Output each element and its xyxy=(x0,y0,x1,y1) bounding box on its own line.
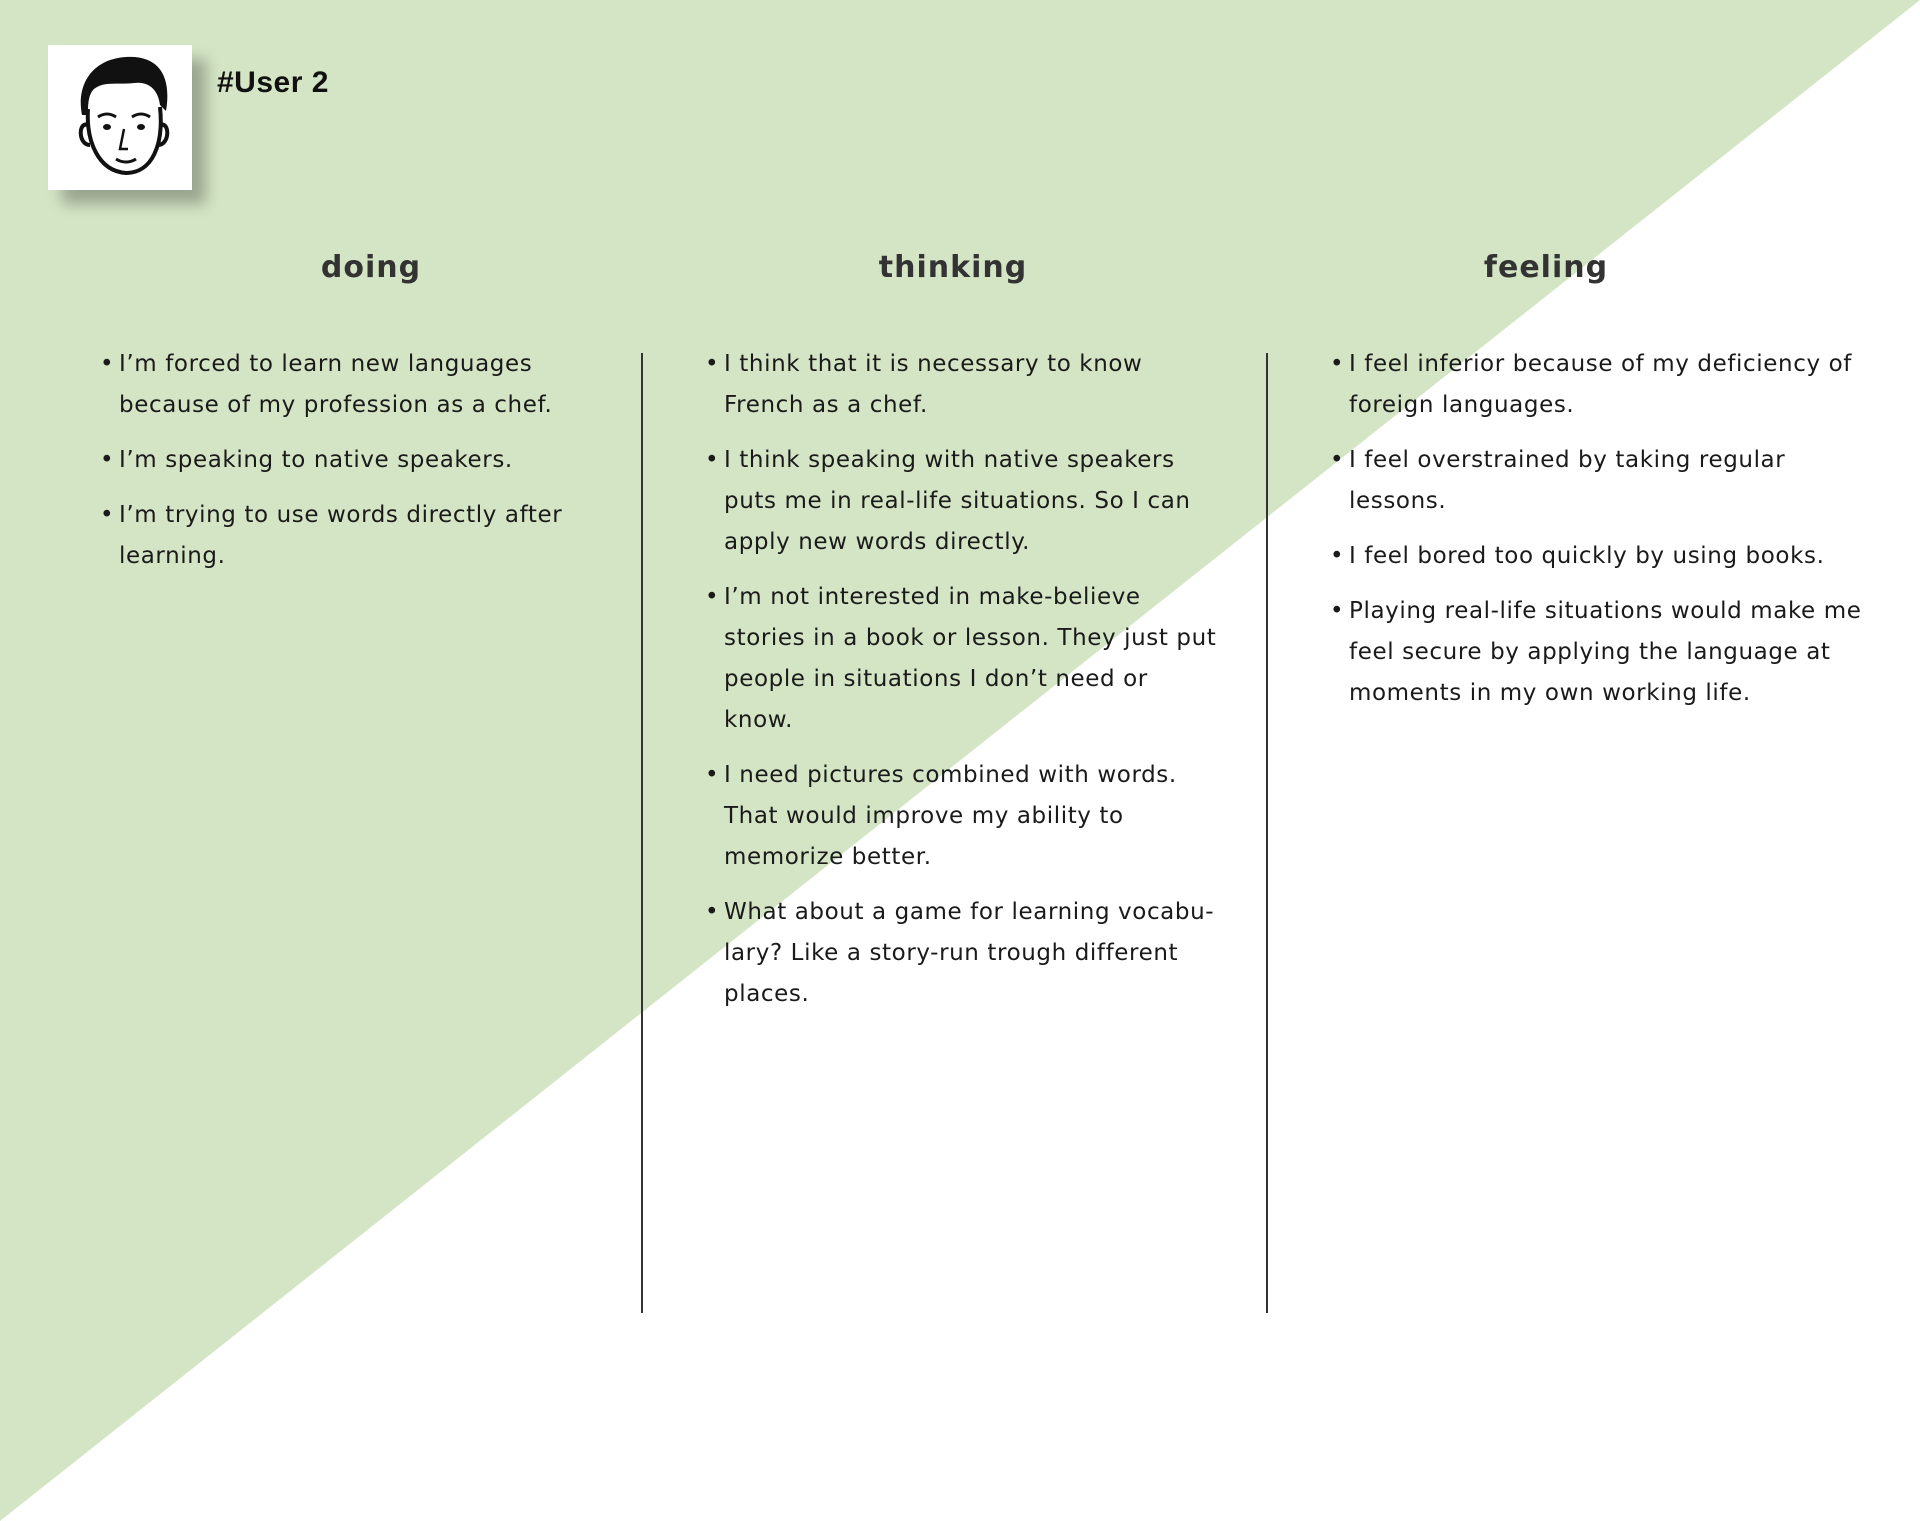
thinking-list xyxy=(705,344,1220,1029)
list-item: • I feel inferior because of my deficiency of foreign languages. xyxy=(1330,344,1890,426)
heading-feeling: feeling xyxy=(1483,250,1609,285)
list-item: • I feel overstrained by taking regular lessons. xyxy=(1330,440,1890,522)
list-item: • Playing real-life situations would make me feel secure by applying the language at moments in my own working life. xyxy=(1330,591,1890,714)
feeling-list xyxy=(1330,344,1890,728)
avatar xyxy=(48,45,192,190)
list-item: • What about a game for learning vocabu-lary? Like a story-run trough different places. xyxy=(705,892,1220,1015)
list-item: • I need pictures combined with words. That would improve my ability to memorize better. xyxy=(705,755,1220,878)
doing-list xyxy=(100,344,610,591)
heading-doing: doing xyxy=(320,250,422,285)
list-item: • I’m not interested in make-believe stories in a book or lesson. They just put people in situations I don’t need or know. xyxy=(705,577,1220,741)
heading-thinking: thinking xyxy=(878,250,1028,285)
list-item: • I’m speaking to native speakers. xyxy=(100,440,610,481)
column-divider-right xyxy=(1266,353,1268,1313)
list-item: • I’m forced to learn new languages because of my profession as a chef. xyxy=(100,344,610,426)
page-title: #User 2 xyxy=(217,66,329,99)
list-item: • I’m trying to use words directly after learning. xyxy=(100,495,610,577)
column-divider-left xyxy=(641,353,643,1313)
list-item: • I think speaking with native speakers puts me in real-life situations. So I can apply new words directly. xyxy=(705,440,1220,563)
man-face-icon xyxy=(48,45,192,190)
list-item: • I feel bored too quickly by using books. xyxy=(1330,536,1890,577)
list-item: • I think that it is necessary to know French as a chef. xyxy=(705,344,1220,426)
